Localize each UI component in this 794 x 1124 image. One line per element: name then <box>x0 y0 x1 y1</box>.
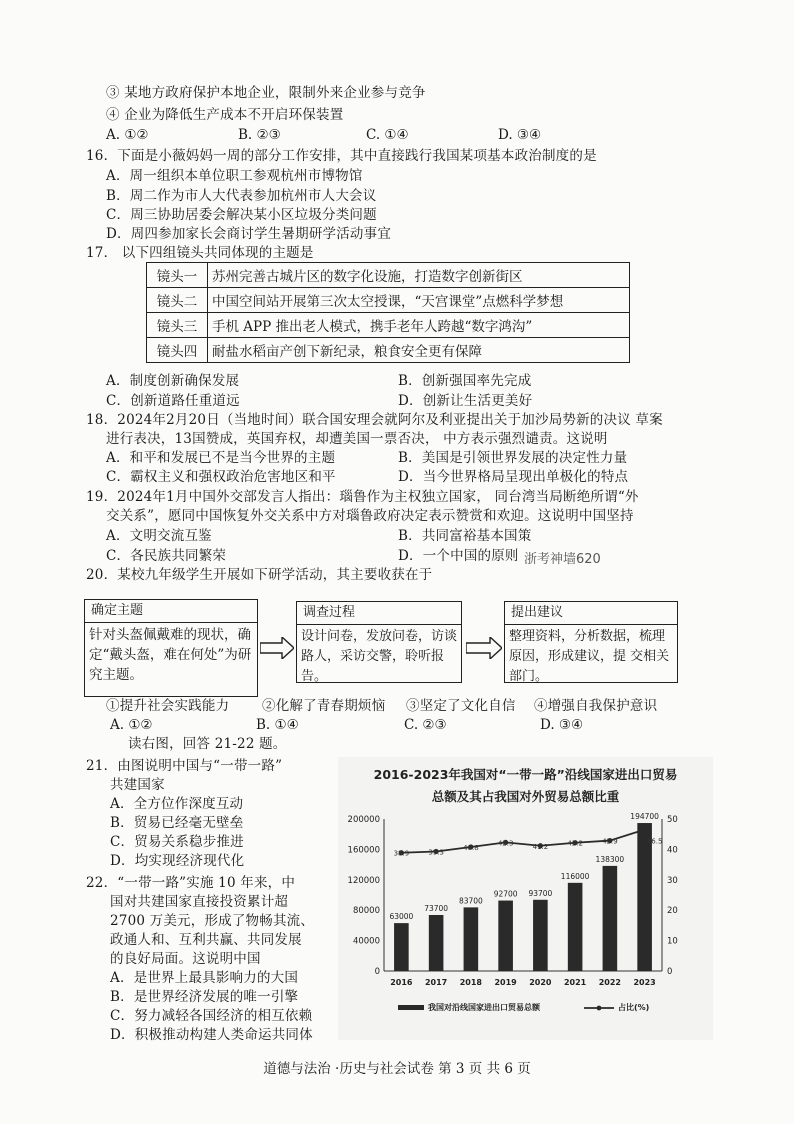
bar-data-label: 83700 <box>458 896 483 906</box>
y-right-tick-label: 50 <box>667 815 678 825</box>
q19-stem-line2: 交关系”，愿同中国恢复外交关系中方对瑙鲁政府决定表示赞赏和欢迎。这说明中国坚持 <box>106 508 634 524</box>
line-data-label: 46.5 <box>646 837 663 846</box>
q20-item-3: ③坚定了文化自信 <box>406 698 516 714</box>
legend-line-marker <box>597 1006 602 1011</box>
bar-data-label: 194700 <box>630 812 659 822</box>
y-right-tick-label: 20 <box>667 906 678 917</box>
line-data-label: 38.9 <box>393 849 410 858</box>
q22-stem-line2: 国对共建国家直接投资累计超 <box>110 894 289 910</box>
q18-stem-line2: 进行表决，13国赞成，英国弃权，却遭美国一票否决， 中方表示强烈谴责。这说明 <box>106 431 608 447</box>
q22-option-c: C．努力减轻各国经济的相互依赖 <box>110 1008 313 1024</box>
bar-data-label: 73700 <box>424 903 449 913</box>
q20-item-1: ①提升社会实践能力 <box>106 698 230 714</box>
y-left-tick-label: 0 <box>374 967 380 977</box>
y-right-tick-label: 0 <box>667 967 673 977</box>
arrow-right-icon <box>466 637 502 659</box>
line-data-label: 39.3 <box>428 848 444 857</box>
q18-stem-line1: 18．2024年2月20日（当地时间）联合国安理会就阿尔及利亚提出关于加沙局势新的决议 草案 <box>86 412 663 428</box>
bar-data-label: 93700 <box>528 888 553 898</box>
q17-option-b: B．创新强国率先完成 <box>398 373 532 389</box>
x-tick-label: 2020 <box>529 978 552 987</box>
chart-bar <box>498 901 513 971</box>
x-tick-label: 2017 <box>424 978 448 987</box>
q20-choice-c: C. ②③ <box>404 717 447 733</box>
trade-chart-svg <box>338 757 713 1040</box>
ratio-point <box>642 827 647 832</box>
q22-option-d: D．积极推动构建人类命运共同体 <box>110 1027 313 1043</box>
legend-bar-label: 我国对沿线国家进出口贸易总额 <box>428 1003 540 1012</box>
q17-scene-table <box>146 262 630 363</box>
flow-box-body: 整理资料，分析数据，梳理原因，形成建议，提 交相关部门。 <box>509 629 670 684</box>
flow-box-title: 确定主题 <box>85 600 257 623</box>
scene-key: 镜头三 <box>147 313 208 338</box>
line-data-label: 41.2 <box>532 842 549 851</box>
y-left-tick-label: 160000 <box>347 845 380 856</box>
q16-option-d: D．周四参加家长会商讨学生暑期研学活动事宜 <box>106 226 392 242</box>
q20-item-2: ②化解了青春期烦恼 <box>262 698 386 714</box>
q17-option-d: D．创新让生活更美好 <box>398 393 533 409</box>
q17-option-a: A．制度创新确保发展 <box>106 373 240 389</box>
flow-box-title: 提出建议 <box>505 602 677 625</box>
scene-value: 中国空间站开展第三次太空授课，“天宫课堂”点燃科学梦想 <box>208 288 630 313</box>
q20-choice-d: D. ③④ <box>540 717 584 733</box>
q21-option-a: A．全方位作深度互动 <box>110 796 244 812</box>
choice-a: A. ①② <box>106 127 149 143</box>
q19-option-d: D．一个中国的原则 <box>398 548 519 564</box>
flow-box-suggest <box>504 601 678 683</box>
chart-bar <box>603 866 618 971</box>
scene-key: 镜头四 <box>147 338 208 363</box>
q16-option-c: C．周三协助居委会解决某小区垃圾分类问题 <box>106 207 377 223</box>
arrow-right-icon <box>260 637 294 659</box>
chart-bar <box>394 923 409 971</box>
q22-stem-line1: 22．“一带一路”实施 10 年来，中 <box>86 875 296 891</box>
choice-c: C. ①④ <box>366 127 409 143</box>
choice-d: D. ③④ <box>498 127 542 143</box>
y-right-tick-label: 30 <box>667 875 678 886</box>
q19-stem-line1: 19．2024年1月中国外交部发言人指出：瑙鲁作为主权独立国家， 同台湾当局断绝所谓“外 <box>86 489 639 505</box>
read-chart-note: 读右图，回答 21-22 题。 <box>128 736 287 752</box>
x-tick-label: 2021 <box>563 978 587 987</box>
scene-key: 镜头一 <box>147 263 208 288</box>
y-left-tick-label: 80000 <box>352 906 380 917</box>
y-left-tick-label: 40000 <box>352 936 380 947</box>
table-row <box>147 313 630 338</box>
q19-option-b: B．共同富裕基本国策 <box>398 528 532 544</box>
q20-choice-a: A. ①② <box>110 717 153 733</box>
q20-item-4: ④增强自我保护意识 <box>534 698 658 714</box>
q22-stem-line5: 的良好局面。这说明中国 <box>110 951 261 967</box>
q17-option-c: C．创新道路任重道远 <box>106 393 240 409</box>
q21-option-c: C．贸易关系稳步推进 <box>110 834 244 850</box>
q18-option-d: D．当今世界格局呈现出单极化的特点 <box>398 469 629 485</box>
chart-subtitle: 总额及其占我国对外贸易总额比重 <box>431 789 620 804</box>
q16-option-a: A．周一组织本单位职工参观杭州市博物馆 <box>106 168 363 184</box>
q17-stem: 17． 以下四组镜头共同体现的主题是 <box>86 245 314 261</box>
trade-chart <box>338 757 713 1040</box>
scene-value: 耐盐水稻亩产创下新纪录，粮食安全更有保障 <box>208 338 630 363</box>
scene-value: 苏州完善古城片区的数字化设施，打造数字创新街区 <box>208 263 630 288</box>
bar-data-label: 92700 <box>493 889 518 899</box>
q20-stem: 20．某校九年级学生开展如下研学活动，其主要收获在于 <box>86 567 433 583</box>
legend-line-label: 占比(%) <box>618 1003 650 1012</box>
table-row <box>147 338 630 363</box>
flow-box-body: 针对头盔佩戴难的现状，确定“戴头盔，难在何处”为研究主题。 <box>89 627 252 683</box>
chart-title: 2016-2023年我国对“一带一路”沿线国家进出口贸易 <box>373 767 678 782</box>
y-right-tick-label: 10 <box>667 936 678 947</box>
choice-b: B. ②③ <box>238 127 281 143</box>
q22-stem-line3: 2700 万美元，形成了物畅其流、 <box>110 913 315 929</box>
line-data-label: 42.3 <box>497 839 514 848</box>
q20-choice-b: B. ①④ <box>256 717 299 733</box>
q22-option-b: B．是世界经济发展的唯一引擎 <box>110 989 299 1005</box>
flow-box-title: 调查过程 <box>297 602 461 625</box>
y-right-tick-label: 40 <box>667 845 678 856</box>
legend-bar-swatch <box>398 1005 424 1010</box>
chart-bar <box>533 900 548 971</box>
bar-data-label: 63000 <box>389 912 414 922</box>
q18-option-a: A．和平和发展已不是当今世界的主题 <box>106 450 336 466</box>
chart-bar <box>568 883 583 971</box>
bar-data-label: 116000 <box>560 871 590 881</box>
flow-box-topic <box>84 599 258 697</box>
q21-option-b: B．贸易已经毫无壁垒 <box>110 815 244 831</box>
q19-option-a: A．文明交流互鉴 <box>106 528 212 544</box>
table-row <box>147 263 630 288</box>
x-tick-label: 2019 <box>494 978 517 987</box>
x-tick-label: 2022 <box>598 978 622 987</box>
chart-bar <box>464 907 479 971</box>
scene-key: 镜头二 <box>147 288 208 313</box>
option-4-text: ④ 企业为降低生产成本不开启环保装置 <box>106 107 344 123</box>
q21-option-d: D．均实现经济现代化 <box>110 853 245 869</box>
page-footer: 道德与法治 ·历史与社会试卷 第 3 页 共 6 页 <box>263 1061 531 1077</box>
line-data-label: 40.8 <box>463 843 479 852</box>
scene-value: 手机 APP 推出老人模式，携手老年人跨越“数字鸿沟” <box>208 313 630 338</box>
q21-stem-line1: 21．由图说明中国与“一带一路” <box>86 758 283 774</box>
y-left-tick-label: 120000 <box>347 875 380 886</box>
q21-stem-line2: 共建国家 <box>110 777 165 793</box>
q19-option-c: C．各民族共同繁荣 <box>106 548 227 564</box>
x-tick-label: 2023 <box>633 978 656 987</box>
bar-data-label: 138300 <box>595 854 625 864</box>
q16-stem: 16．下面是小薇妈妈一周的部分工作安排，其中直接践行我国某项基本政治制度的是 <box>86 148 597 164</box>
x-tick-label: 2016 <box>390 978 413 987</box>
q22-option-a: A．是世界上最具影响力的大国 <box>110 970 299 986</box>
q18-option-b: B．美国是引领世界发展的决定性力量 <box>398 450 628 466</box>
q18-option-c: C．霸权主义和强权政治危害地区和平 <box>106 469 336 485</box>
flow-box-survey <box>296 601 462 683</box>
line-data-label: 42.2 <box>567 839 583 848</box>
table-row <box>147 288 630 313</box>
line-data-label: 42.9 <box>602 837 618 846</box>
chart-bar <box>429 915 444 971</box>
option-3-text: ③ 某地方政府保护本地企业，限制外来企业参与竞争 <box>106 85 426 101</box>
y-left-tick-label: 200000 <box>347 815 380 825</box>
q16-option-b: B．周二作为市人大代表参加杭州市人大会议 <box>106 188 377 204</box>
q22-stem-line4: 政通人和、互利共赢、共同发展 <box>110 932 302 948</box>
flow-box-body: 设计问卷，发放问卷，访谈路人，采访交警，聆听报告。 <box>301 629 458 684</box>
x-tick-label: 2018 <box>459 978 483 987</box>
watermark-text: 浙考神墙620 <box>524 552 601 567</box>
